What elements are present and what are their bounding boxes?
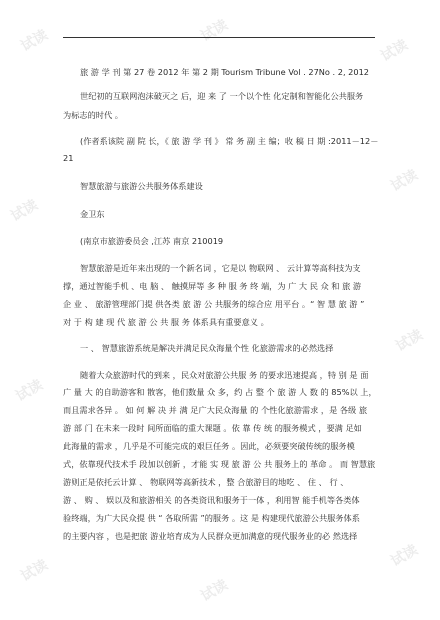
body-line: 验终端，为广大民众提 供 “ 各取所需 ”的服务 。这 是 构建现代旅游公共服务体系 xyxy=(63,513,360,523)
article-affiliation: (南京市旅游委员会 ,江苏 南京 210019 xyxy=(80,236,224,246)
header-rule xyxy=(63,37,375,38)
body-line: 广 量 大 的自助游客和 散客，他们数量 众 多，约 占 整 个 旅 游 人 数 的 85%以 上， xyxy=(63,387,377,397)
intro-line: 世纪初的互联网泡沫破灭之 后，迎 来 了 一个以个性 化定制和智能化公共服务 xyxy=(80,91,364,101)
body-line: 智慧旅游是近年来出现的一个新名词 ，它是以 物联网 、 云计算等高科技为支 xyxy=(80,263,361,273)
body-line: 撑，通过智能手机 、电 脑 、 触摸屏等 多 种 服 务 终 端，为 广 大 民 众 和 旅 游 xyxy=(63,281,362,291)
body-line: 式，依靠现代技术手 段加以创新 ，才能 实 现 旅 游 公 共 服务上的 革命 。 而 智慧旅 xyxy=(63,459,376,469)
body-line: 游 部 门 在未来一段时 间所面临的重大课题 。依 靠 传 统 的服务模式 ，要满 足如 xyxy=(63,423,362,433)
watermark: 试读 xyxy=(378,36,411,65)
journal-citation: 旅 游 学 刊 第 27 卷 2012 年 第 2 期 Tourism Tribune Vol . 27No . 2, 2012 xyxy=(80,67,369,77)
watermark: 试读 xyxy=(13,376,46,405)
body-line: 此海量的需求 ，几乎是不可能完成的艰巨任务 。因此，必须要突破传统的服务模 xyxy=(63,441,355,451)
section-heading: 一 、 智慧旅游系统是解决并满足民众海量个性 化旅游需求的必然选择 xyxy=(80,343,334,353)
watermark: 试读 xyxy=(8,196,41,225)
watermark: 试读 xyxy=(18,26,51,55)
watermark: 试读 xyxy=(393,326,426,355)
body-line: 游则正是依托云计算 、 物联网等高新技术 ，整 合旅游目的地吃 、 住 、 行 、 xyxy=(63,477,349,487)
body-line: 游 、 购 、 娱以及和旅游相关 的各类资讯和服务于一体 ，利用智 能手机等各类体 xyxy=(63,495,360,505)
body-line: 而且需求各异 。 如 何 解 决 并 满 足广大民众海量 的 个性化旅游需求 ，是 各级 旅 xyxy=(63,405,368,415)
watermark: 试读 xyxy=(388,541,421,570)
body-line: 企 业 、 旅游管理部门提 供各类 旅 游 公 共服务的综合应 用平台 。“ 智 慧 旅 游 ” xyxy=(63,299,365,309)
body-line: 随着大众旅游时代的到来 ，民众对旅游公共服 务 的要求迅速提高 ，特 别 是 面 xyxy=(80,370,369,380)
article-author: 金卫东 xyxy=(80,209,105,219)
author-note-line: (作者系该院 副 院 长，《 旅 游 学 刊 》 常 务 副 主 编；收 稿 日 期 :2011－12－ xyxy=(80,136,379,146)
watermark: 试读 xyxy=(198,576,231,605)
body-line: 的主要内容 ，也是把旅 游业培育成为人民群众更加满意的现代服务业的必 然选择 xyxy=(63,531,358,541)
intro-line: 为标志的时代 。 xyxy=(63,110,123,120)
watermark: 试读 xyxy=(388,166,421,195)
article-title: 智慧旅游与旅游公共服务体系建设 xyxy=(80,181,203,191)
author-note-line: 21 xyxy=(63,153,74,163)
body-line: 对 于 构 建 现 代 旅 游 公 共 服 务 体系具有重要意义 。 xyxy=(63,317,269,327)
watermark: 试读 xyxy=(18,556,51,585)
watermark: 试读 xyxy=(198,16,231,45)
